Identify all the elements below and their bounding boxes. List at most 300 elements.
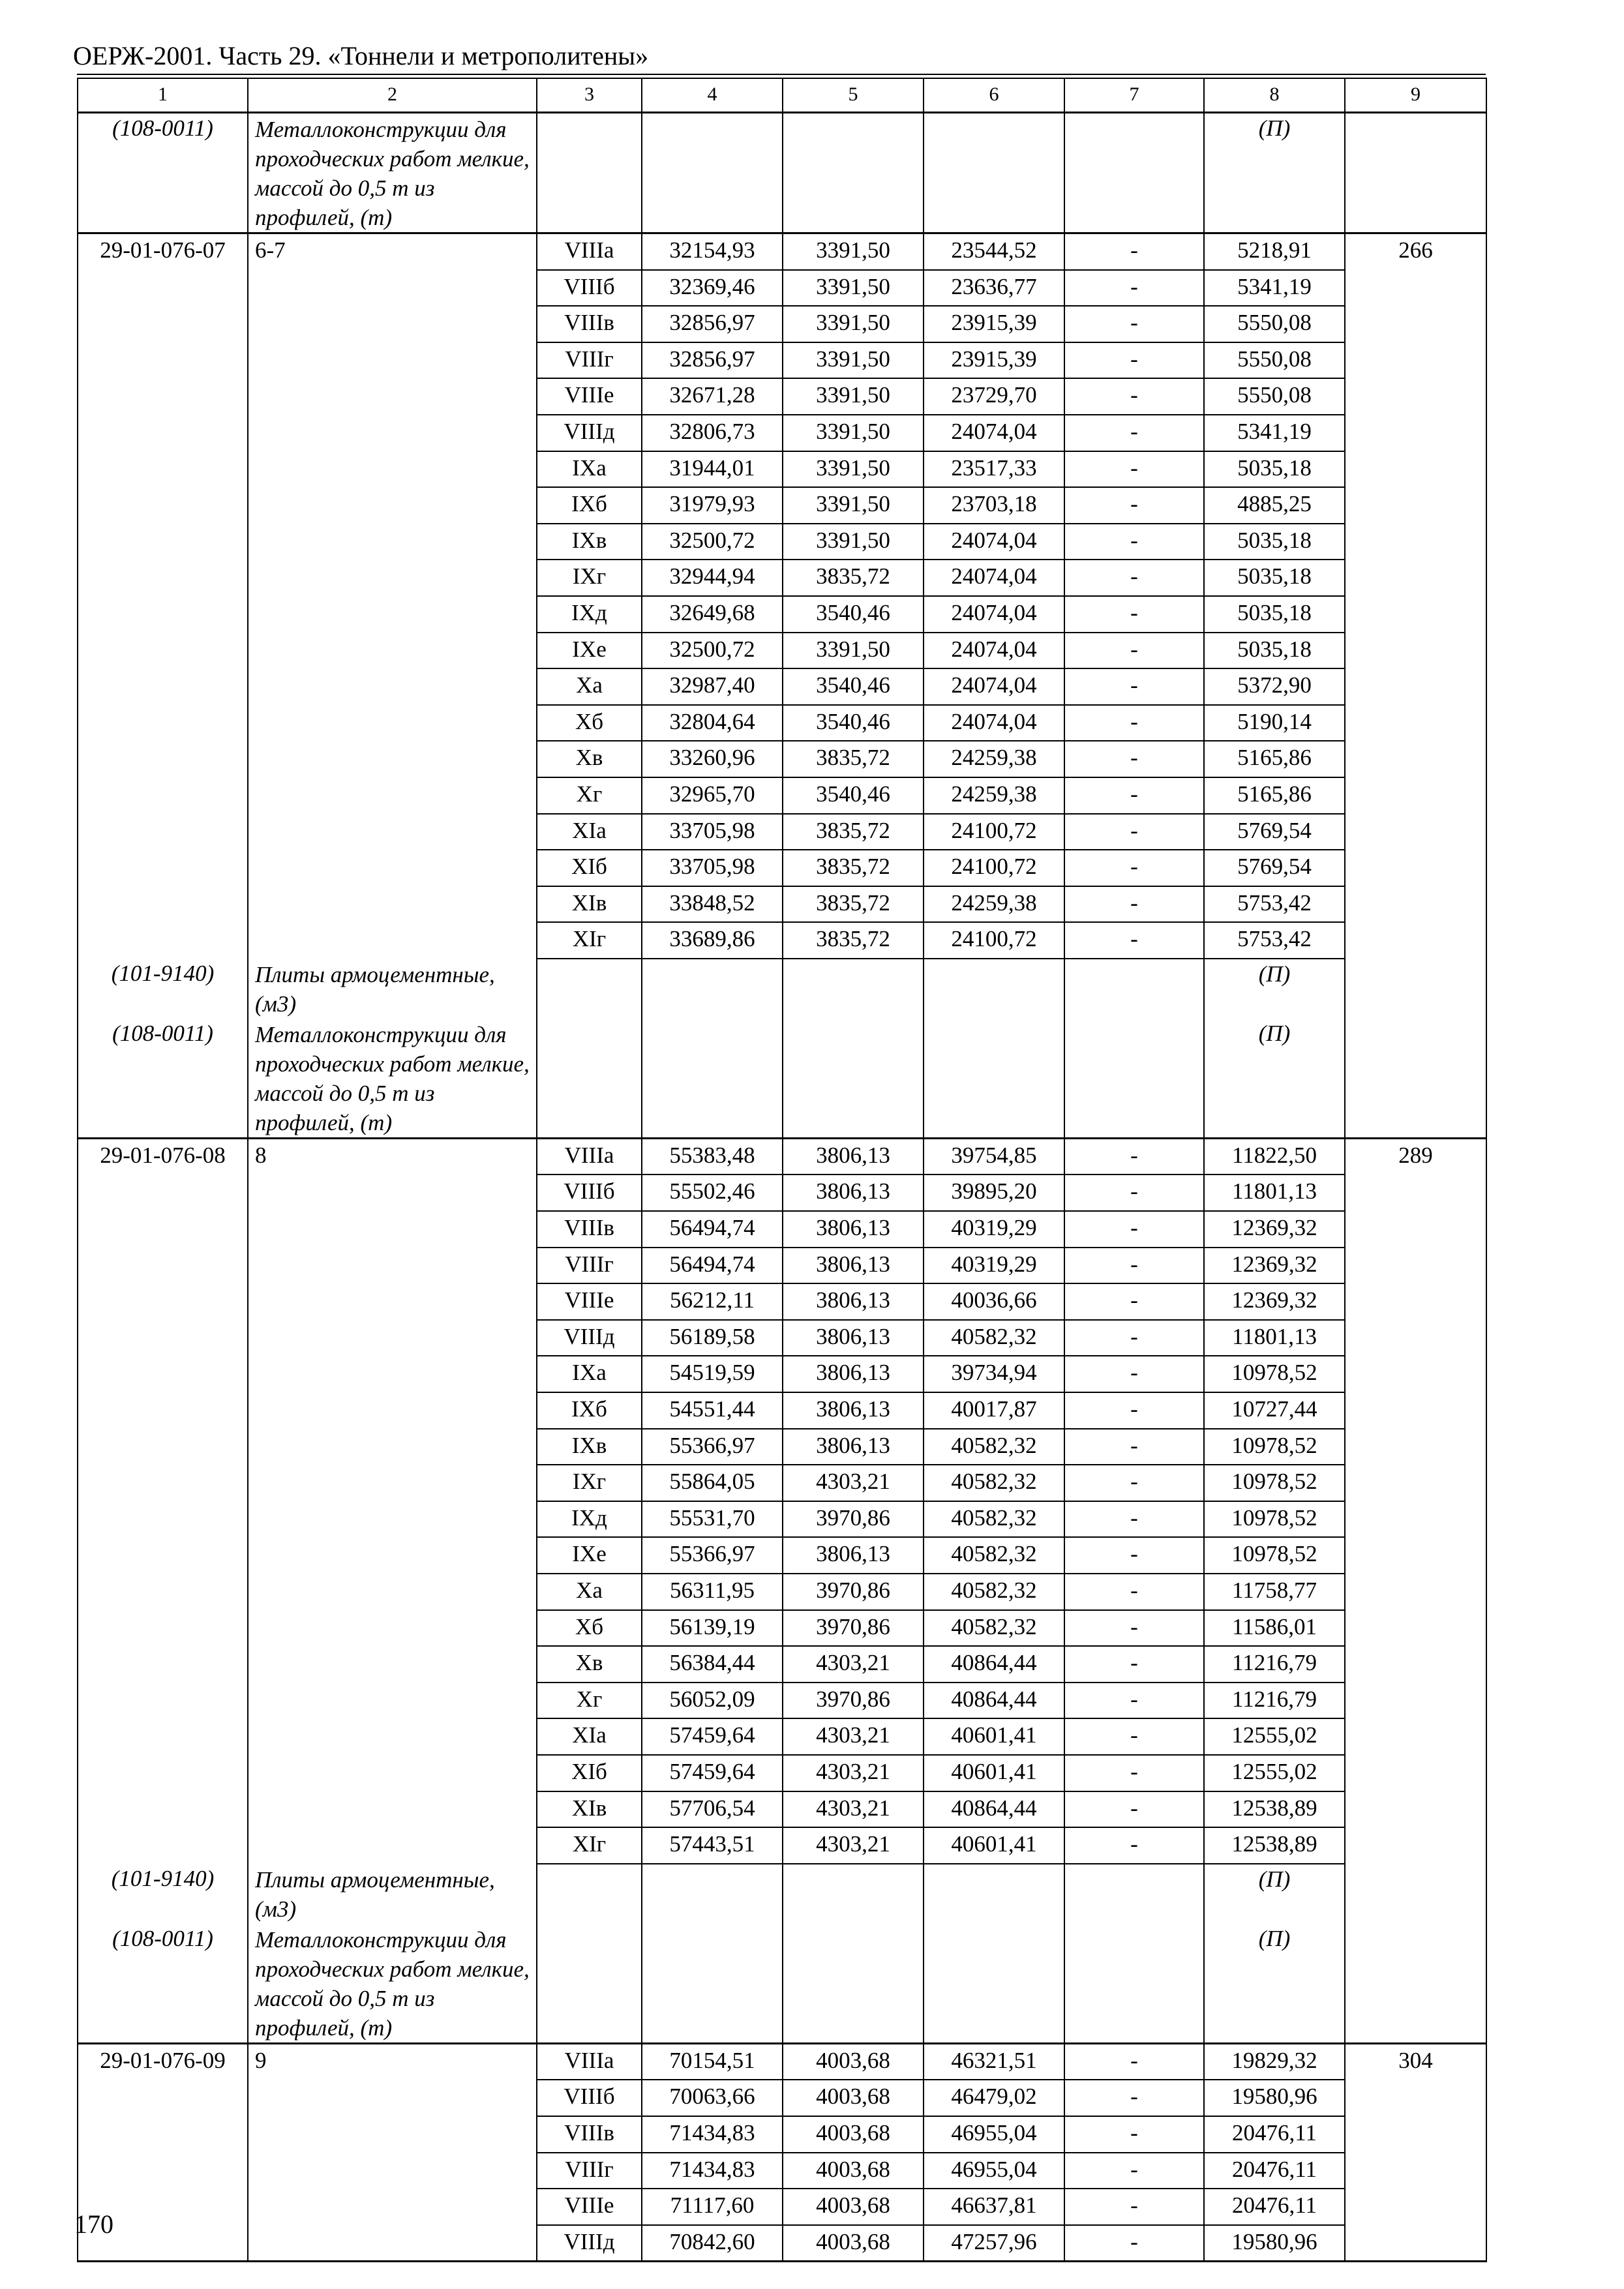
value-cell: 10978,52: [1204, 1356, 1345, 1392]
table-row: [78, 560, 1486, 596]
value-cell: 20476,11: [1204, 2153, 1345, 2189]
empty-cell: [78, 850, 248, 886]
value-cell: -: [1064, 705, 1204, 741]
empty-cell: [783, 1924, 924, 2044]
material-code: (101-9140): [78, 1864, 248, 1924]
value-cell: VIIIв: [537, 1211, 642, 1248]
empty-cell: [924, 1019, 1064, 1139]
value-cell: IXб: [537, 1392, 642, 1429]
empty-cell: [78, 415, 248, 451]
table-row: [78, 1537, 1486, 1574]
value-cell: IXд: [537, 596, 642, 633]
column-number-cell: 5: [783, 78, 924, 113]
value-cell: 56139,19: [642, 1610, 783, 1647]
value-cell: 46479,02: [924, 2080, 1064, 2116]
value-cell: 4303,21: [783, 1827, 924, 1864]
empty-cell: [248, 2225, 537, 2262]
value-cell: 70154,51: [642, 2043, 783, 2080]
value-cell: 3806,13: [783, 1537, 924, 1574]
value-cell: Xб: [537, 1610, 642, 1647]
value-cell: 23703,18: [924, 487, 1064, 524]
value-cell: IXб: [537, 487, 642, 524]
column-number-row: [78, 78, 1486, 113]
value-cell: 5753,42: [1204, 922, 1345, 959]
value-cell: 3806,13: [783, 1211, 924, 1248]
empty-cell: [783, 1019, 924, 1139]
material-row: [78, 1019, 1486, 1139]
table-row: [78, 1718, 1486, 1755]
empty-cell: [1345, 1320, 1486, 1356]
value-cell: IXе: [537, 1537, 642, 1574]
value-cell: 33689,86: [642, 922, 783, 959]
empty-cell: [248, 1392, 537, 1429]
value-cell: IXв: [537, 1429, 642, 1465]
value-cell: 24100,72: [924, 814, 1064, 850]
value-cell: -: [1064, 1211, 1204, 1248]
empty-cell: [1345, 959, 1486, 1019]
table-row: [78, 2153, 1486, 2189]
value-cell: VIIIа: [537, 1138, 642, 1174]
empty-cell: [537, 1924, 642, 2044]
value-cell: 55366,97: [642, 1537, 783, 1574]
value-cell: VIIIд: [537, 1320, 642, 1356]
value-cell: 3391,50: [783, 306, 924, 342]
value-cell: 10978,52: [1204, 1465, 1345, 1501]
empty-cell: [78, 668, 248, 705]
empty-cell: [78, 1392, 248, 1429]
empty-cell: [78, 1791, 248, 1828]
value-cell: 4303,21: [783, 1718, 924, 1755]
value-cell: 5218,91: [1204, 233, 1345, 270]
value-cell: 12538,89: [1204, 1827, 1345, 1864]
empty-cell: [248, 1248, 537, 1284]
value-cell: -: [1064, 1646, 1204, 1683]
value-cell: XIб: [537, 1755, 642, 1791]
value-cell: 40582,32: [924, 1610, 1064, 1647]
empty-cell: [248, 777, 537, 814]
value-cell: 3806,13: [783, 1138, 924, 1174]
empty-cell: [1345, 1429, 1486, 1465]
empty-cell: [78, 633, 248, 669]
value-cell: VIIIг: [537, 2153, 642, 2189]
value-cell: -: [1064, 1283, 1204, 1320]
value-cell: 39895,20: [924, 1174, 1064, 1211]
empty-cell: [248, 1755, 537, 1791]
empty-cell: [537, 113, 642, 233]
value-cell: 40864,44: [924, 1791, 1064, 1828]
value-cell: 24074,04: [924, 524, 1064, 560]
empty-cell: [1345, 1755, 1486, 1791]
value-cell: 10978,52: [1204, 1501, 1345, 1538]
material-row: [78, 959, 1486, 1019]
value-cell: 23915,39: [924, 306, 1064, 342]
value-cell: 5165,86: [1204, 741, 1345, 777]
value-cell: -: [1064, 2189, 1204, 2225]
table-row: [78, 524, 1486, 560]
value-cell: VIIIб: [537, 2080, 642, 2116]
value-cell: -: [1064, 1574, 1204, 1610]
value-cell: 3835,72: [783, 850, 924, 886]
empty-cell: [248, 378, 537, 415]
empty-cell: [1345, 1283, 1486, 1320]
value-cell: 46955,04: [924, 2153, 1064, 2189]
empty-cell: [248, 415, 537, 451]
table-row: [78, 487, 1486, 524]
empty-cell: [783, 113, 924, 233]
value-cell: 56494,74: [642, 1211, 783, 1248]
empty-cell: [248, 306, 537, 342]
empty-cell: [1345, 1924, 1486, 2044]
empty-cell: [1345, 113, 1486, 233]
empty-cell: [248, 596, 537, 633]
value-cell: 5035,18: [1204, 451, 1345, 488]
table-row: [78, 741, 1486, 777]
empty-cell: [78, 2153, 248, 2189]
value-cell: 4303,21: [783, 1791, 924, 1828]
empty-cell: [78, 451, 248, 488]
empty-cell: [1345, 1574, 1486, 1610]
empty-cell: [248, 814, 537, 850]
table-row: [78, 1138, 1486, 1174]
table-row: [78, 1283, 1486, 1320]
rates-table: [77, 78, 1487, 2262]
table-row: [78, 451, 1486, 488]
empty-cell: [1345, 777, 1486, 814]
table-row: [78, 1501, 1486, 1538]
empty-cell: [78, 306, 248, 342]
value-cell: 46637,81: [924, 2189, 1064, 2225]
value-cell: 55383,48: [642, 1138, 783, 1174]
empty-cell: [248, 741, 537, 777]
value-cell: -: [1064, 1718, 1204, 1755]
value-cell: IXг: [537, 1465, 642, 1501]
value-cell: IXв: [537, 524, 642, 560]
value-cell: -: [1064, 451, 1204, 488]
value-cell: 24074,04: [924, 668, 1064, 705]
table-row: [78, 2116, 1486, 2153]
value-cell: Xа: [537, 1574, 642, 1610]
value-cell: XIа: [537, 814, 642, 850]
value-cell: 3391,50: [783, 487, 924, 524]
value-cell: 57443,51: [642, 1827, 783, 1864]
empty-cell: [248, 270, 537, 307]
value-cell: 31979,93: [642, 487, 783, 524]
value-cell: 3391,50: [783, 233, 924, 270]
value-cell: 32856,97: [642, 306, 783, 342]
rate-name: 6-7: [248, 233, 537, 270]
value-cell: -: [1064, 777, 1204, 814]
value-cell: XIб: [537, 850, 642, 886]
labor-value: 289: [1345, 1138, 1486, 1174]
material-code: (108-0011): [78, 1019, 248, 1139]
empty-cell: [78, 1610, 248, 1647]
empty-cell: [1345, 850, 1486, 886]
value-cell: 70063,66: [642, 2080, 783, 2116]
column-number-cell: 3: [537, 78, 642, 113]
value-cell: -: [1064, 814, 1204, 850]
table-body: [78, 78, 1486, 2262]
value-cell: 3806,13: [783, 1392, 924, 1429]
material-mark: (П): [1204, 1924, 1345, 2044]
value-cell: 40582,32: [924, 1574, 1064, 1610]
empty-cell: [924, 1864, 1064, 1924]
value-cell: 40582,32: [924, 1465, 1064, 1501]
empty-cell: [248, 922, 537, 959]
material-name: Металлоконструкции для проходческих работ мелкие, массой до 0,5 т из профилей, (т): [248, 1019, 537, 1139]
value-cell: 40582,32: [924, 1320, 1064, 1356]
value-cell: 40582,32: [924, 1501, 1064, 1538]
value-cell: 11801,13: [1204, 1320, 1345, 1356]
value-cell: 19829,32: [1204, 2043, 1345, 2080]
table-row: [78, 233, 1486, 270]
value-cell: 3391,50: [783, 451, 924, 488]
value-cell: -: [1064, 1537, 1204, 1574]
table-row: [78, 850, 1486, 886]
empty-cell: [248, 1718, 537, 1755]
value-cell: 4003,68: [783, 2080, 924, 2116]
material-mark: (П): [1204, 1864, 1345, 1924]
value-cell: IXа: [537, 451, 642, 488]
empty-cell: [248, 705, 537, 741]
empty-cell: [642, 1924, 783, 2044]
empty-cell: [1345, 2153, 1486, 2189]
value-cell: -: [1064, 524, 1204, 560]
value-cell: 4303,21: [783, 1646, 924, 1683]
value-cell: 56384,44: [642, 1646, 783, 1683]
value-cell: 5372,90: [1204, 668, 1345, 705]
empty-cell: [78, 1718, 248, 1755]
value-cell: 11216,79: [1204, 1683, 1345, 1719]
empty-cell: [248, 1646, 537, 1683]
value-cell: 33705,98: [642, 850, 783, 886]
value-cell: 32856,97: [642, 342, 783, 379]
value-cell: 23636,77: [924, 270, 1064, 307]
value-cell: 20476,11: [1204, 2189, 1345, 2225]
value-cell: 5035,18: [1204, 560, 1345, 596]
empty-cell: [1345, 1465, 1486, 1501]
empty-cell: [248, 342, 537, 379]
value-cell: 12369,32: [1204, 1211, 1345, 1248]
empty-cell: [1345, 2225, 1486, 2262]
empty-cell: [78, 1574, 248, 1610]
value-cell: 5550,08: [1204, 306, 1345, 342]
value-cell: XIа: [537, 1718, 642, 1755]
value-cell: 3391,50: [783, 415, 924, 451]
value-cell: 55366,97: [642, 1429, 783, 1465]
empty-cell: [924, 113, 1064, 233]
value-cell: 3806,13: [783, 1356, 924, 1392]
value-cell: 33260,96: [642, 741, 783, 777]
empty-cell: [248, 1211, 537, 1248]
table-row: [78, 2043, 1486, 2080]
page-header: ОЕРЖ-2001. Часть 29. «Тоннели и метрополитены»: [73, 41, 649, 70]
empty-cell: [924, 959, 1064, 1019]
value-cell: 32965,70: [642, 777, 783, 814]
value-cell: VIIIг: [537, 342, 642, 379]
value-cell: -: [1064, 342, 1204, 379]
value-cell: 3970,86: [783, 1574, 924, 1610]
value-cell: 3540,46: [783, 705, 924, 741]
value-cell: 4303,21: [783, 1465, 924, 1501]
empty-cell: [248, 1356, 537, 1392]
value-cell: 23517,33: [924, 451, 1064, 488]
empty-cell: [1345, 1683, 1486, 1719]
value-cell: 32806,73: [642, 415, 783, 451]
table-row: [78, 668, 1486, 705]
empty-cell: [1345, 415, 1486, 451]
empty-cell: [1345, 2116, 1486, 2153]
table-row: [78, 777, 1486, 814]
value-cell: Xв: [537, 741, 642, 777]
table-row: [78, 1320, 1486, 1356]
value-cell: 56311,95: [642, 1574, 783, 1610]
empty-cell: [248, 1827, 537, 1864]
empty-cell: [78, 1429, 248, 1465]
value-cell: VIIIб: [537, 1174, 642, 1211]
value-cell: -: [1064, 1392, 1204, 1429]
empty-cell: [248, 886, 537, 923]
value-cell: 39754,85: [924, 1138, 1064, 1174]
table-row: [78, 1755, 1486, 1791]
value-cell: -: [1064, 1791, 1204, 1828]
value-cell: 10727,44: [1204, 1392, 1345, 1429]
value-cell: 12555,02: [1204, 1718, 1345, 1755]
empty-cell: [1345, 1827, 1486, 1864]
value-cell: 3806,13: [783, 1248, 924, 1284]
value-cell: 40601,41: [924, 1827, 1064, 1864]
value-cell: -: [1064, 2080, 1204, 2116]
value-cell: VIIIе: [537, 378, 642, 415]
empty-cell: [78, 886, 248, 923]
value-cell: 5190,14: [1204, 705, 1345, 741]
value-cell: 71434,83: [642, 2116, 783, 2153]
value-cell: 11801,13: [1204, 1174, 1345, 1211]
value-cell: 3835,72: [783, 814, 924, 850]
table-row: [78, 633, 1486, 669]
table-row: [78, 378, 1486, 415]
empty-cell: [1345, 1646, 1486, 1683]
empty-cell: [248, 633, 537, 669]
empty-cell: [1345, 814, 1486, 850]
empty-cell: [642, 1864, 783, 1924]
table-row: [78, 1356, 1486, 1392]
empty-cell: [1345, 1211, 1486, 1248]
table-row: [78, 705, 1486, 741]
table-row: [78, 1174, 1486, 1211]
value-cell: Xв: [537, 1646, 642, 1683]
value-cell: 5753,42: [1204, 886, 1345, 923]
value-cell: 54519,59: [642, 1356, 783, 1392]
material-name: Плиты армоцементные, (м3): [248, 959, 537, 1019]
value-cell: 40319,29: [924, 1211, 1064, 1248]
value-cell: 3835,72: [783, 560, 924, 596]
value-cell: 71434,83: [642, 2153, 783, 2189]
table-row: [78, 1646, 1486, 1683]
empty-cell: [78, 2080, 248, 2116]
empty-cell: [78, 1755, 248, 1791]
value-cell: 3970,86: [783, 1501, 924, 1538]
empty-cell: [537, 1019, 642, 1139]
value-cell: 40319,29: [924, 1248, 1064, 1284]
table-row: [78, 1248, 1486, 1284]
value-cell: 5035,18: [1204, 633, 1345, 669]
column-number-cell: 2: [248, 78, 537, 113]
value-cell: 31944,01: [642, 451, 783, 488]
value-cell: VIIIе: [537, 2189, 642, 2225]
value-cell: 32649,68: [642, 596, 783, 633]
value-cell: 39734,94: [924, 1356, 1064, 1392]
material-name: Металлоконструкции для проходческих работ мелкие, массой до 0,5 т из профилей, (т): [248, 113, 537, 233]
table-row: [78, 1610, 1486, 1647]
empty-cell: [642, 113, 783, 233]
empty-cell: [1345, 524, 1486, 560]
rate-code: 29-01-076-07: [78, 233, 248, 270]
rate-code: 29-01-076-09: [78, 2043, 248, 2080]
value-cell: -: [1064, 886, 1204, 923]
value-cell: -: [1064, 560, 1204, 596]
empty-cell: [1345, 1718, 1486, 1755]
table-row: [78, 270, 1486, 307]
empty-cell: [248, 2080, 537, 2116]
value-cell: 3835,72: [783, 886, 924, 923]
value-cell: 5341,19: [1204, 270, 1345, 307]
empty-cell: [1345, 451, 1486, 488]
empty-cell: [78, 777, 248, 814]
value-cell: -: [1064, 2043, 1204, 2080]
value-cell: 12538,89: [1204, 1791, 1345, 1828]
value-cell: 55502,46: [642, 1174, 783, 1211]
empty-cell: [78, 1537, 248, 1574]
empty-cell: [248, 1429, 537, 1465]
value-cell: 24100,72: [924, 922, 1064, 959]
empty-cell: [78, 1248, 248, 1284]
value-cell: 24100,72: [924, 850, 1064, 886]
empty-cell: [1345, 1174, 1486, 1211]
value-cell: IXе: [537, 633, 642, 669]
empty-cell: [248, 560, 537, 596]
value-cell: -: [1064, 1174, 1204, 1211]
value-cell: 3806,13: [783, 1429, 924, 1465]
value-cell: 33848,52: [642, 886, 783, 923]
value-cell: 19580,96: [1204, 2080, 1345, 2116]
value-cell: 11586,01: [1204, 1610, 1345, 1647]
empty-cell: [1345, 270, 1486, 307]
value-cell: Xг: [537, 777, 642, 814]
empty-cell: [1064, 1924, 1204, 2044]
empty-cell: [78, 524, 248, 560]
empty-cell: [537, 959, 642, 1019]
empty-cell: [78, 378, 248, 415]
value-cell: 56212,11: [642, 1283, 783, 1320]
column-number-cell: 6: [924, 78, 1064, 113]
labor-value: 304: [1345, 2043, 1486, 2080]
empty-cell: [248, 2116, 537, 2153]
table-row: [78, 415, 1486, 451]
table-row: [78, 1465, 1486, 1501]
value-cell: XIг: [537, 1827, 642, 1864]
value-cell: 4003,68: [783, 2225, 924, 2262]
labor-value: 266: [1345, 233, 1486, 270]
value-cell: VIIIд: [537, 2225, 642, 2262]
table-row: [78, 814, 1486, 850]
value-cell: -: [1064, 850, 1204, 886]
value-cell: -: [1064, 1429, 1204, 1465]
value-cell: -: [1064, 1827, 1204, 1864]
value-cell: 3391,50: [783, 342, 924, 379]
empty-cell: [248, 451, 537, 488]
empty-cell: [78, 1211, 248, 1248]
empty-cell: [1345, 1019, 1486, 1139]
